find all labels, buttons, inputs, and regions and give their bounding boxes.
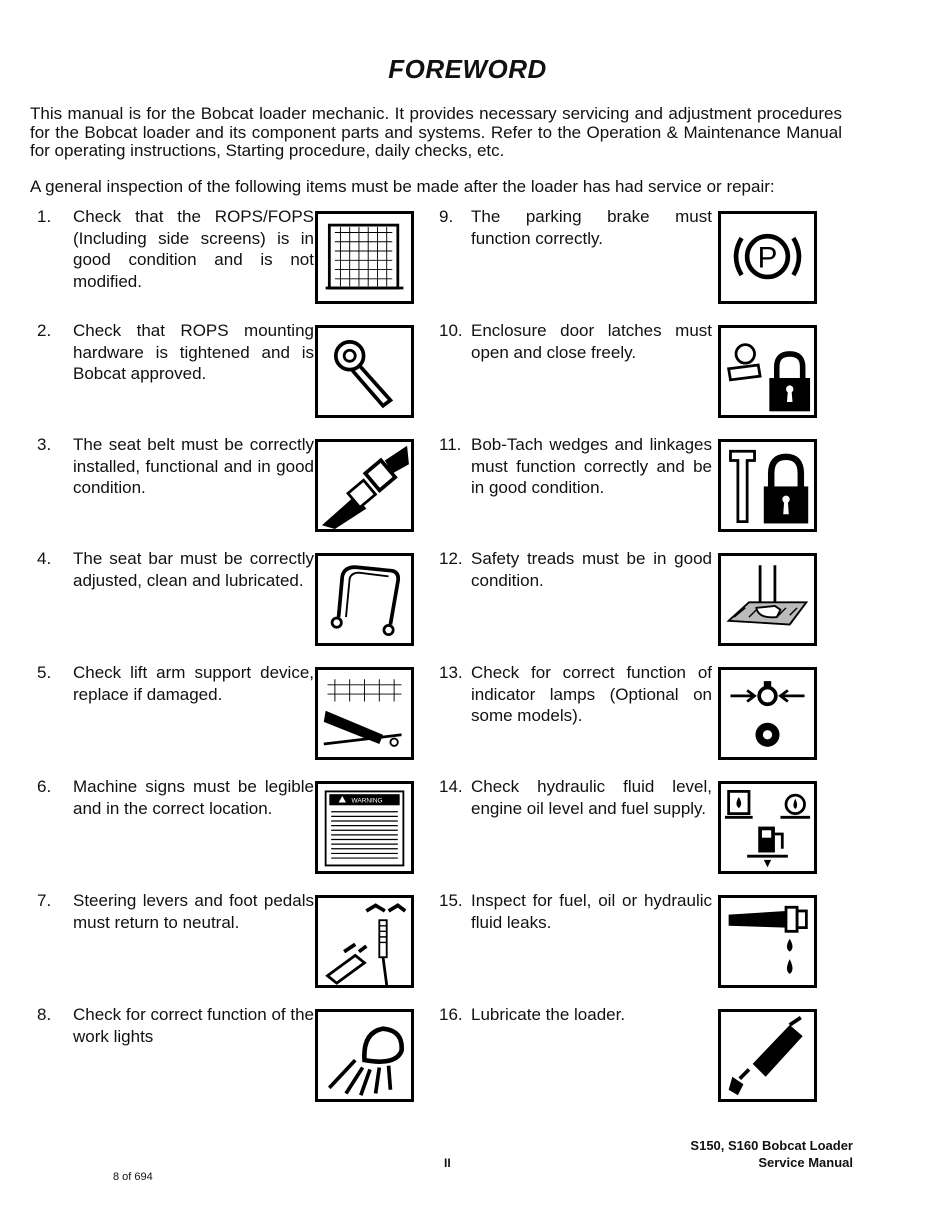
- item-number: 1.: [37, 207, 52, 226]
- rops-cab-icon: [315, 211, 414, 304]
- item-number: 2.: [37, 321, 52, 340]
- steering-levers-icon: [315, 895, 414, 988]
- item-text: The seat bar must be correctly adjusted, clean and lubricated.: [73, 549, 314, 590]
- item-text: Machine signs must be legible and in the correct location.: [73, 777, 314, 818]
- item-text: Inspect for fuel, oil or hydraulic fluid leaks.: [471, 891, 712, 932]
- wrench-icon: [315, 325, 414, 418]
- item-number: 7.: [37, 891, 52, 910]
- item-number: 13.: [439, 663, 463, 682]
- page-count: 8 of 694: [113, 1171, 153, 1183]
- footer-model: S150, S160 Bobcat Loader: [690, 1138, 853, 1153]
- fluid-leak-icon: [718, 895, 817, 988]
- indicator-lamps-icon: [718, 667, 817, 760]
- item-text: Check for correct function of indicator lamps (Optional on some models).: [471, 663, 712, 725]
- item-text: Check lift arm support device, replace if damaged.: [73, 663, 314, 704]
- item-number: 11.: [439, 435, 462, 454]
- item-number: 5.: [37, 663, 52, 682]
- item-text: Check that ROPS mounting hardware is tightened and is Bobcat approved.: [73, 321, 314, 383]
- item-number: 6.: [37, 777, 52, 796]
- item-number: 10.: [439, 321, 463, 340]
- seat-belt-icon: [315, 439, 414, 532]
- wedge-lock-icon: [718, 439, 817, 532]
- item-text: Safety treads must be in good condition.: [471, 549, 712, 590]
- item-number: 12.: [439, 549, 463, 568]
- door-latch-lock-icon: [718, 325, 817, 418]
- item-text: Check that the ROPS/FOPS (Including side screens) is in good condition and is not modified.: [73, 207, 314, 291]
- page-title: FOREWORD: [388, 54, 547, 84]
- item-number: 14.: [439, 777, 463, 796]
- page-number: II: [444, 1156, 451, 1170]
- intro-paragraph: This manual is for the Bobcat loader mechanic. It provides necessary servicing and adjustment procedures for the Bobcat loader and its component parts and systems. Refer to the Operation & Maintenance Manual for operating instructions, Starting procedure, daily checks, etc.: [30, 104, 842, 160]
- item-number: 16.: [439, 1005, 463, 1024]
- item-number: 15.: [439, 891, 463, 910]
- item-text: Enclosure door latches must open and close freely.: [471, 321, 712, 362]
- item-text: Check hydraulic fluid level, engine oil level and fuel supply.: [471, 777, 712, 818]
- grease-gun-icon: [718, 1009, 817, 1102]
- fluid-levels-icon: [718, 781, 817, 874]
- warning-label: WARNING: [351, 797, 383, 805]
- item-number: 4.: [37, 549, 52, 568]
- parking-brake-icon: [718, 211, 817, 304]
- item-number: 8.: [37, 1005, 52, 1024]
- footer-title: [690, 1137, 853, 1171]
- item-text: Check for correct function of the work lights: [73, 1005, 314, 1046]
- parking-letter: P: [757, 241, 778, 275]
- item-text: Bob-Tach wedges and linkages must function correctly and be in good condition.: [471, 435, 712, 497]
- footer-manual: Service Manual: [758, 1155, 853, 1170]
- lift-arm-support-icon: [315, 667, 414, 760]
- item-number: 9.: [439, 207, 454, 226]
- item-text: Lubricate the loader.: [471, 1005, 626, 1024]
- item-text: The parking brake must function correctly.: [471, 207, 712, 248]
- work-light-icon: [315, 1009, 414, 1102]
- seat-bar-icon: [315, 553, 414, 646]
- item-number: 3.: [37, 435, 52, 454]
- inspection-intro: A general inspection of the following items must be made after the loader has had service or repair:: [30, 177, 775, 196]
- item-text: The seat belt must be correctly installed, functional and in good condition.: [73, 435, 314, 497]
- safety-tread-icon: [718, 553, 817, 646]
- warning-sign-icon: [315, 781, 414, 874]
- item-text: Steering levers and foot pedals must return to neutral.: [73, 891, 314, 932]
